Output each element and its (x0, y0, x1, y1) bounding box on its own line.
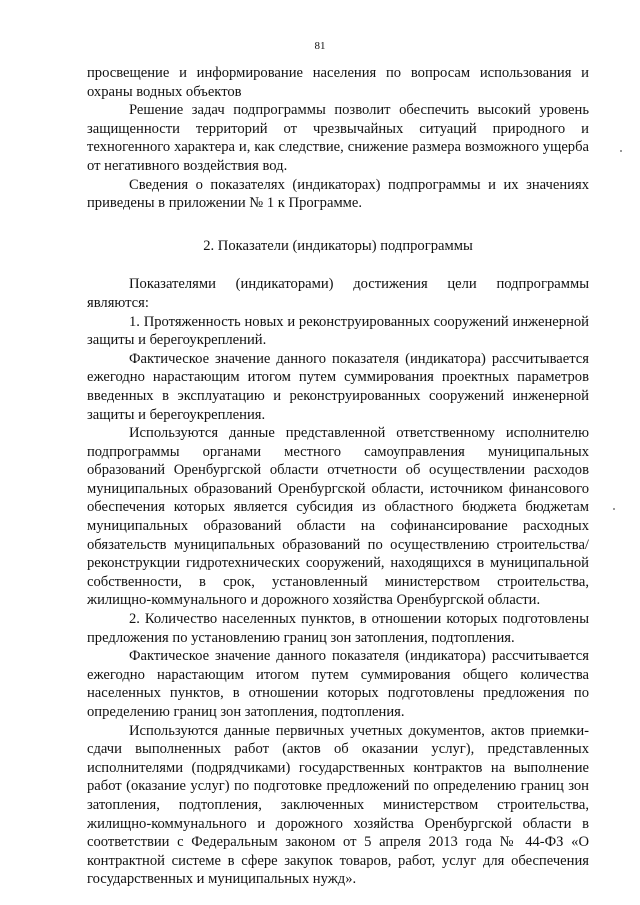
paragraph-indicator-1-data-source: Используются данные представленной ответственному исполнителю подпрограммы органами местного самоуправления муниципальных образований Оренбургской области отчетности об осуществлении расходов муниципальных образований Оренбургской области, источником финансового обеспечения которых является субсидия из областного бюджета бюджетам муниципальных образований области на софинансирование расходных обязательств муниципальных образований по осуществлению строительства/реконструкции гидротехнических сооружений, находящихся в муниципальной собственности, в срок, установленный министерством строительства, жилищно-коммунального и дорожного хозяйства Оренбургской области. (87, 425, 589, 609)
paragraph-indicator-2: 2. Количество населенных пунктов, в отношении которых подготовлены предложения по установлению границ зон затопления, подтопления. (87, 611, 589, 646)
paragraph-tasks-result: Решение задач подпрограммы позволит обеспечить высокий уровень защищенности территорий от чрезвычайных ситуаций природного и техногенного характера и, как следствие, снижение размера возможного ущерба от негативного воздействия вод. (87, 102, 589, 174)
spacer (87, 255, 589, 275)
section-heading: 2. Показатели (индикаторы) подпрограммы (203, 237, 473, 254)
paragraph-indicator-2-data-source: Используются данные первичных учетных документов, актов приемки-сдачи выполненных работ (актов об оказании услуг), представленных исполнителями (подрядчиками) государственных контрактов на выполнение работ (оказание услуг) по подготовке предложений по определению границ зон затопления, подтопления, заключенных министерством строительства, жилищно-коммунального и дорожного хозяйства Оренбургской области в соответствии с Федеральным законом от 5 апреля 2013 года № 44-ФЗ «О контрактной системе в сфере закупок товаров, работ, услуг для обеспечения государственных и муниципальных нужд». (87, 722, 589, 888)
paragraph-indicator-2-calculation: Фактическое значение данного показателя (индикатора) рассчитывается ежегодно нарастающим итогом путем суммирования общего количества населенных пунктов, в отношении которых подготовлены предложения по определению границ зон затопления, подтопления. (87, 648, 589, 720)
document-body (87, 64, 589, 889)
spacer (87, 213, 589, 237)
paragraph-continuation: просвещение и информирование населения по вопросам использования и охраны водных объектов (87, 65, 589, 100)
scan-speck (620, 150, 622, 152)
paragraph-indicator-1: 1. Протяженность новых и реконструированных сооружений инженерной защиты и берегоукреплений. (87, 313, 589, 349)
paragraph-indicators-intro: Показателями (индикаторами) достижения цели подпрограммы являются: (87, 276, 589, 311)
page-number: 81 (314, 40, 326, 52)
scan-speck (613, 508, 615, 510)
paragraph-indicator-1-calculation: Фактическое значение данного показателя (индикатора) рассчитывается ежегодно нарастающим итогом путем суммирования проектных параметров введенных в эксплуатацию и реконструированных сооружений инженерной защиты и берегоукрепления. (87, 350, 589, 423)
paragraph-indicators-reference: Сведения о показателях (индикаторах) подпрограммы и их значениях приведены в приложении № 1 к Программе. (87, 176, 589, 212)
